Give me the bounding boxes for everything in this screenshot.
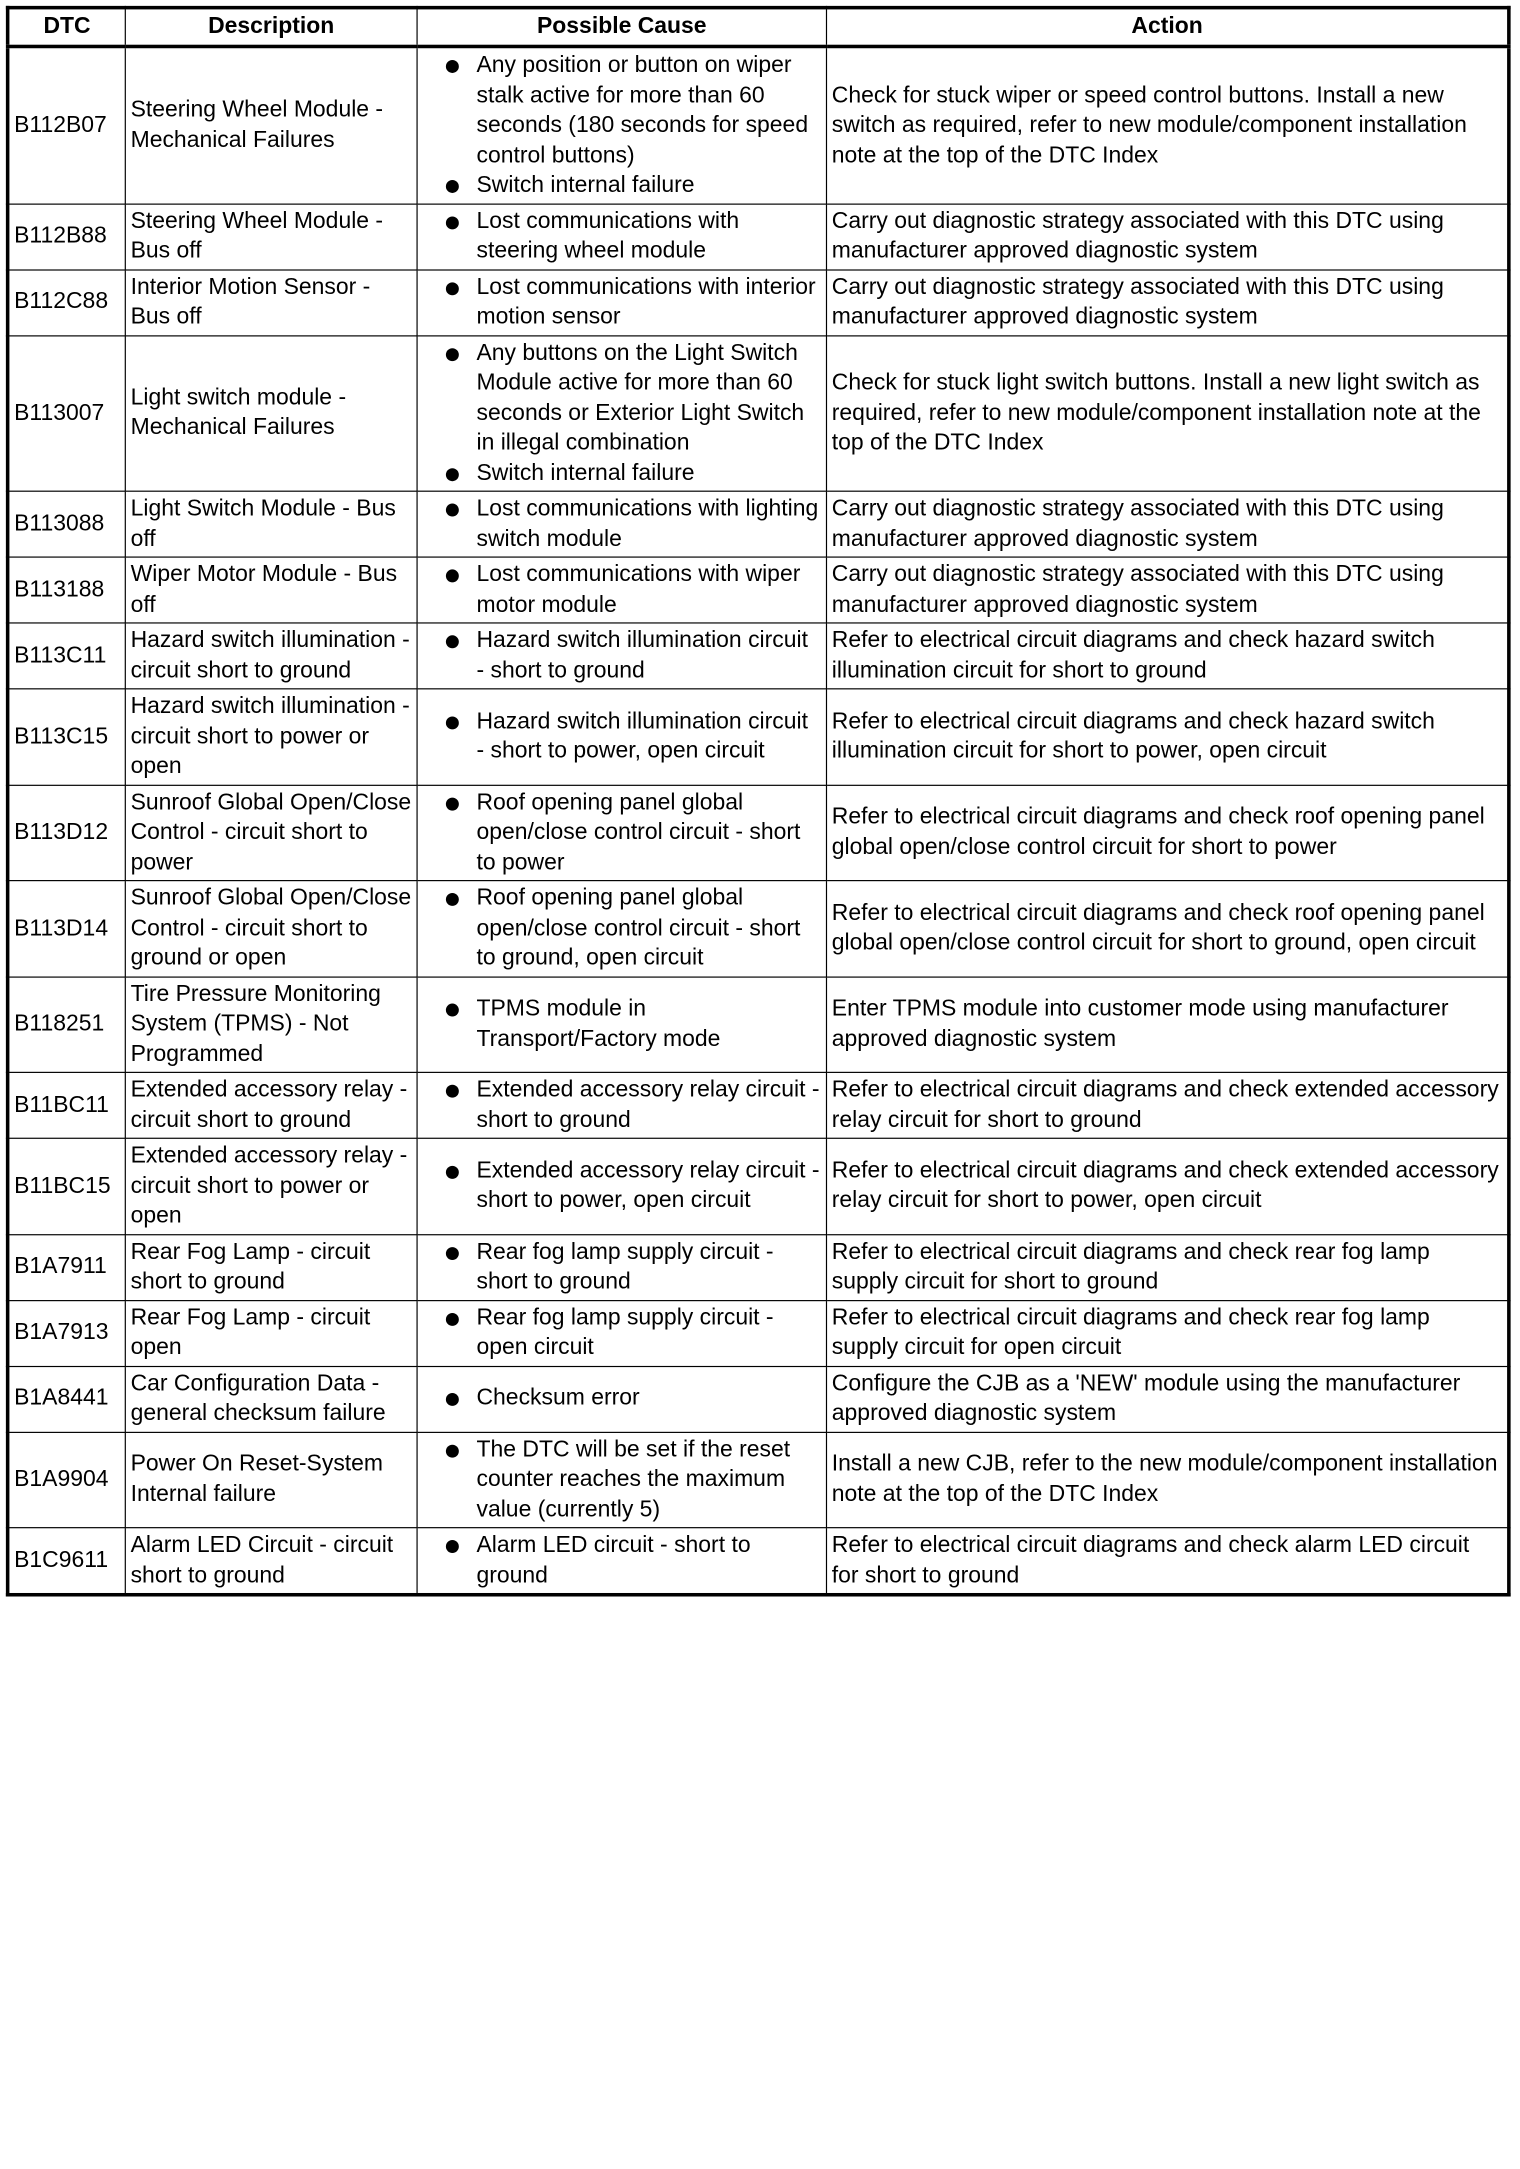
dtc-description: Extended accessory relay - circuit short to power or open (125, 1138, 417, 1234)
possible-cause-list (422, 884, 821, 974)
dtc-action: Refer to electrical circuit diagrams and check extended accessory relay circuit for short to ground (826, 1072, 1508, 1138)
possible-cause-list (422, 994, 821, 1054)
possible-cause-list (422, 788, 821, 878)
possible-cause-item: Extended accessory relay circuit - short to power, open circuit (422, 1156, 821, 1216)
possible-cause-item: Alarm LED circuit - short to ground (422, 1531, 821, 1591)
possible-cause-list (422, 626, 821, 686)
header-possible-cause: Possible Cause (417, 8, 826, 47)
possible-cause-item: Lost communications with lighting switch module (422, 494, 821, 554)
table-row (8, 204, 1509, 270)
dtc-code: B112B07 (8, 46, 126, 203)
dtc-code: B113C15 (8, 689, 126, 785)
dtc-description: Hazard switch illumination - circuit short to power or open (125, 689, 417, 785)
table-row (8, 689, 1509, 785)
table-body (8, 46, 1509, 1594)
possible-cause-item: Hazard switch illumination circuit - short to power, open circuit (422, 707, 821, 767)
possible-cause-item: Checksum error (422, 1384, 821, 1414)
dtc-description: Hazard switch illumination - circuit short to ground (125, 623, 417, 689)
dtc-code: B1A7913 (8, 1300, 126, 1366)
dtc-description: Light switch module - Mechanical Failures (125, 335, 417, 491)
possible-cause-list (422, 1237, 821, 1297)
possible-cause-item: Extended accessory relay circuit - short to ground (422, 1075, 821, 1135)
dtc-code: B113D12 (8, 785, 126, 881)
table-row (8, 1300, 1509, 1366)
table-row (8, 491, 1509, 557)
possible-cause-cell (417, 1138, 826, 1234)
possible-cause-item: Roof opening panel global open/close control circuit - short to power (422, 788, 821, 878)
possible-cause-cell (417, 1528, 826, 1595)
header-dtc: DTC (8, 8, 126, 47)
table-row (8, 269, 1509, 335)
dtc-code: B1A9904 (8, 1432, 126, 1528)
dtc-code: B112B88 (8, 204, 126, 270)
possible-cause-cell (417, 1072, 826, 1138)
possible-cause-cell (417, 785, 826, 881)
table-row (8, 1234, 1509, 1300)
dtc-action: Carry out diagnostic strategy associated with this DTC using manufacturer approved diagnostic system (826, 204, 1508, 270)
dtc-action: Refer to electrical circuit diagrams and check extended accessory relay circuit for short to power, open circuit (826, 1138, 1508, 1234)
possible-cause-list (422, 1303, 821, 1363)
dtc-code: B11BC15 (8, 1138, 126, 1234)
dtc-description: Sunroof Global Open/Close Control - circuit short to power (125, 785, 417, 881)
possible-cause-list (422, 494, 821, 554)
dtc-description: Steering Wheel Module - Mechanical Failures (125, 46, 417, 203)
possible-cause-item: Switch internal failure (422, 458, 821, 488)
dtc-code: B113007 (8, 335, 126, 491)
possible-cause-item: Any position or button on wiper stalk active for more than 60 seconds (180 seconds for speed control buttons) (422, 51, 821, 171)
dtc-code: B11BC11 (8, 1072, 126, 1138)
possible-cause-cell (417, 1234, 826, 1300)
possible-cause-item: Roof opening panel global open/close control circuit - short to ground, open circuit (422, 884, 821, 974)
table-row (8, 785, 1509, 881)
dtc-description: Light Switch Module - Bus off (125, 491, 417, 557)
dtc-description: Wiper Motor Module - Bus off (125, 557, 417, 623)
dtc-code: B113188 (8, 557, 126, 623)
dtc-action: Install a new CJB, refer to the new module/component installation note at the top of the DTC Index (826, 1432, 1508, 1528)
possible-cause-item: Lost communications with steering wheel module (422, 206, 821, 266)
possible-cause-cell (417, 1366, 826, 1432)
possible-cause-cell (417, 269, 826, 335)
table-row (8, 881, 1509, 977)
possible-cause-cell (417, 557, 826, 623)
possible-cause-list (422, 1531, 821, 1591)
dtc-code: B1A8441 (8, 1366, 126, 1432)
possible-cause-item: Any buttons on the Light Switch Module active for more than 60 seconds or Exterior Light Switch in illegal combination (422, 338, 821, 458)
dtc-description: Extended accessory relay - circuit short to ground (125, 1072, 417, 1138)
table-row (8, 1432, 1509, 1528)
possible-cause-item: Rear fog lamp supply circuit - short to ground (422, 1237, 821, 1297)
dtc-description: Power On Reset-System Internal failure (125, 1432, 417, 1528)
possible-cause-list (422, 51, 821, 201)
header-action: Action (826, 8, 1508, 47)
table-row (8, 46, 1509, 203)
dtc-code: B113C11 (8, 623, 126, 689)
dtc-description: Steering Wheel Module - Bus off (125, 204, 417, 270)
possible-cause-cell (417, 335, 826, 491)
dtc-code: B1A7911 (8, 1234, 126, 1300)
dtc-code: B113D14 (8, 881, 126, 977)
table-row (8, 557, 1509, 623)
dtc-code: B1C9611 (8, 1528, 126, 1595)
dtc-action: Check for stuck light switch buttons. Install a new light switch as required, refer to new module/component installation note at the top of the DTC Index (826, 335, 1508, 491)
possible-cause-cell (417, 204, 826, 270)
table-row (8, 976, 1509, 1072)
dtc-action: Refer to electrical circuit diagrams and check rear fog lamp supply circuit for short to ground (826, 1234, 1508, 1300)
table-row (8, 1528, 1509, 1595)
dtc-code: B112C88 (8, 269, 126, 335)
possible-cause-list (422, 206, 821, 266)
dtc-action: Carry out diagnostic strategy associated with this DTC using manufacturer approved diagnostic system (826, 269, 1508, 335)
possible-cause-cell (417, 1432, 826, 1528)
table-row (8, 1138, 1509, 1234)
table-row (8, 1072, 1509, 1138)
table-row (8, 335, 1509, 491)
dtc-description: Interior Motion Sensor - Bus off (125, 269, 417, 335)
dtc-description: Tire Pressure Monitoring System (TPMS) - Not Programmed (125, 976, 417, 1072)
possible-cause-list (422, 707, 821, 767)
possible-cause-list (422, 1435, 821, 1525)
possible-cause-item: Lost communications with wiper motor module (422, 560, 821, 620)
possible-cause-cell (417, 46, 826, 203)
dtc-code: B113088 (8, 491, 126, 557)
possible-cause-list (422, 1075, 821, 1135)
dtc-action: Refer to electrical circuit diagrams and check hazard switch illumination circuit for short to ground (826, 623, 1508, 689)
dtc-action: Configure the CJB as a 'NEW' module using the manufacturer approved diagnostic system (826, 1366, 1508, 1432)
dtc-action: Refer to electrical circuit diagrams and check alarm LED circuit for short to ground (826, 1528, 1508, 1595)
table-row (8, 623, 1509, 689)
possible-cause-item: The DTC will be set if the reset counter reaches the maximum value (currently 5) (422, 1435, 821, 1525)
dtc-action: Refer to electrical circuit diagrams and check rear fog lamp supply circuit for open circuit (826, 1300, 1508, 1366)
possible-cause-cell (417, 491, 826, 557)
possible-cause-list (422, 560, 821, 620)
dtc-table (6, 6, 1511, 1597)
dtc-action: Check for stuck wiper or speed control buttons. Install a new switch as required, refer to new module/component installation note at the top of the DTC Index (826, 46, 1508, 203)
possible-cause-item: TPMS module in Transport/Factory mode (422, 994, 821, 1054)
table-row (8, 1366, 1509, 1432)
possible-cause-item: Hazard switch illumination circuit - short to ground (422, 626, 821, 686)
possible-cause-list (422, 1384, 821, 1414)
dtc-description: Rear Fog Lamp - circuit open (125, 1300, 417, 1366)
possible-cause-list (422, 338, 821, 488)
possible-cause-cell (417, 881, 826, 977)
possible-cause-cell (417, 689, 826, 785)
dtc-description: Alarm LED Circuit - circuit short to ground (125, 1528, 417, 1595)
possible-cause-list (422, 1156, 821, 1216)
dtc-action: Enter TPMS module into customer mode using manufacturer approved diagnostic system (826, 976, 1508, 1072)
possible-cause-cell (417, 1300, 826, 1366)
possible-cause-list (422, 272, 821, 332)
possible-cause-item: Switch internal failure (422, 171, 821, 201)
dtc-description: Car Configuration Data - general checksum failure (125, 1366, 417, 1432)
dtc-action: Refer to electrical circuit diagrams and check hazard switch illumination circuit for short to power, open circuit (826, 689, 1508, 785)
dtc-action: Carry out diagnostic strategy associated with this DTC using manufacturer approved diagnostic system (826, 557, 1508, 623)
dtc-action: Refer to electrical circuit diagrams and check roof opening panel global open/close control circuit for short to ground, open circuit (826, 881, 1508, 977)
header-description: Description (125, 8, 417, 47)
dtc-description: Sunroof Global Open/Close Control - circuit short to ground or open (125, 881, 417, 977)
dtc-code: B118251 (8, 976, 126, 1072)
dtc-action: Carry out diagnostic strategy associated with this DTC using manufacturer approved diagnostic system (826, 491, 1508, 557)
table-header-row (8, 8, 1509, 47)
dtc-action: Refer to electrical circuit diagrams and check roof opening panel global open/close control circuit for short to power (826, 785, 1508, 881)
dtc-description: Rear Fog Lamp - circuit short to ground (125, 1234, 417, 1300)
possible-cause-cell (417, 976, 826, 1072)
possible-cause-item: Lost communications with interior motion sensor (422, 272, 821, 332)
possible-cause-item: Rear fog lamp supply circuit - open circuit (422, 1303, 821, 1363)
possible-cause-cell (417, 623, 826, 689)
